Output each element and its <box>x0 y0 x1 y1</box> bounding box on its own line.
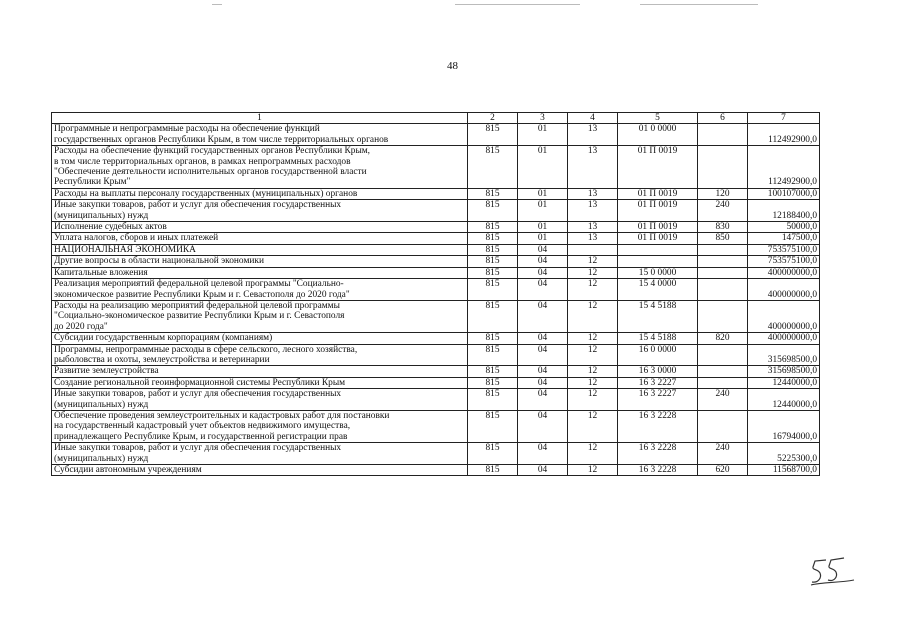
expense-type-cell <box>698 377 748 388</box>
target-article-cell <box>618 256 698 267</box>
subsection-code-cell <box>568 244 618 255</box>
target-article-cell: 16 3 2227 <box>618 389 698 411</box>
amount-cell: 50000,0 <box>748 222 820 233</box>
table-row <box>52 333 820 344</box>
amount-cell: 11568700,0 <box>748 465 820 476</box>
expense-type-cell: 240 <box>698 200 748 222</box>
column-header-1: 1 <box>52 113 468 124</box>
grbs-code-cell: 815 <box>468 410 518 442</box>
table-row <box>52 300 820 332</box>
amount-cell: 400000000,0 <box>748 279 820 301</box>
grbs-code-cell: 815 <box>468 267 518 278</box>
grbs-code-cell: 815 <box>468 244 518 255</box>
target-article-cell: 16 0 0000 <box>618 344 698 366</box>
row-name-cell: Уплата налогов, сборов и иных платежей <box>52 233 468 244</box>
target-article-cell: 01 П 0019 <box>618 200 698 222</box>
table-row <box>52 366 820 377</box>
target-article-cell: 16 3 2228 <box>618 465 698 476</box>
grbs-code-cell: 815 <box>468 377 518 388</box>
target-article-cell: 15 4 0000 <box>618 279 698 301</box>
grbs-code-cell: 815 <box>468 222 518 233</box>
subsection-code-cell: 13 <box>568 188 618 199</box>
section-code-cell: 01 <box>518 200 568 222</box>
target-article-cell: 01 0 0000 <box>618 124 698 146</box>
expense-type-cell <box>698 267 748 278</box>
target-article-cell: 15 4 5188 <box>618 333 698 344</box>
table-row <box>52 389 820 411</box>
subsection-code-cell: 12 <box>568 267 618 278</box>
table-row <box>52 146 820 189</box>
expense-type-cell: 620 <box>698 465 748 476</box>
budget-table <box>51 112 820 476</box>
table-row <box>52 377 820 388</box>
grbs-code-cell: 815 <box>468 256 518 267</box>
expense-type-cell <box>698 124 748 146</box>
table-row <box>52 410 820 442</box>
subsection-code-cell: 12 <box>568 377 618 388</box>
target-article-cell: 01 П 0019 <box>618 188 698 199</box>
target-article-cell: 16 3 2227 <box>618 377 698 388</box>
subsection-code-cell: 13 <box>568 146 618 189</box>
target-article-cell: 15 0 0000 <box>618 267 698 278</box>
row-name-cell: Расходы на обеспечение функций государственных органов Республики Крым, в том числе территориальных органов, в рамках непрограммных расходов "Обеспечение деятельности исполнительных органов государственной власти Республики Крым" <box>52 146 468 189</box>
section-code-cell: 01 <box>518 188 568 199</box>
subsection-code-cell: 12 <box>568 410 618 442</box>
subsection-code-cell: 12 <box>568 389 618 411</box>
grbs-code-cell: 815 <box>468 389 518 411</box>
amount-cell: 12188400,0 <box>748 200 820 222</box>
table-row <box>52 222 820 233</box>
amount-cell: 12440000,0 <box>748 389 820 411</box>
column-header-5: 5 <box>618 113 698 124</box>
amount-cell: 16794000,0 <box>748 410 820 442</box>
grbs-code-cell: 815 <box>468 200 518 222</box>
section-code-cell: 04 <box>518 333 568 344</box>
amount-cell: 5225300,0 <box>748 443 820 465</box>
table-row <box>52 267 820 278</box>
row-name-cell: Реализация мероприятий федеральной целевой программы "Социально- экономическое развитие Республики Крым и г. Севастополя до 2020 года" <box>52 279 468 301</box>
section-code-cell: 04 <box>518 389 568 411</box>
subsection-code-cell: 12 <box>568 333 618 344</box>
grbs-code-cell: 815 <box>468 124 518 146</box>
target-article-cell: 16 3 2228 <box>618 443 698 465</box>
amount-cell: 315698500,0 <box>748 344 820 366</box>
target-article-cell: 01 П 0019 <box>618 222 698 233</box>
row-name-cell: Программные и непрограммные расходы на обеспечение функций государственных органов Республики Крым, в том числе территориальных органов <box>52 124 468 146</box>
amount-cell: 753575100,0 <box>748 256 820 267</box>
section-code-cell: 04 <box>518 267 568 278</box>
table-row <box>52 465 820 476</box>
row-name-cell: Обеспечение проведения землеустроительных и кадастровых работ для постановки на государственный кадастровый учет объектов недвижимого имущества, принадлежащего Республике Крым, и государственной регистрации прав <box>52 410 468 442</box>
section-code-cell: 04 <box>518 465 568 476</box>
subsection-code-cell: 12 <box>568 256 618 267</box>
target-article-cell <box>618 244 698 255</box>
expense-type-cell: 240 <box>698 389 748 411</box>
amount-cell: 753575100,0 <box>748 244 820 255</box>
amount-cell: 112492900,0 <box>748 124 820 146</box>
row-name-cell: Другие вопросы в области национальной экономики <box>52 256 468 267</box>
subsection-code-cell: 13 <box>568 200 618 222</box>
section-code-cell: 04 <box>518 244 568 255</box>
grbs-code-cell: 815 <box>468 279 518 301</box>
amount-cell: 400000000,0 <box>748 267 820 278</box>
grbs-code-cell: 815 <box>468 344 518 366</box>
table-row <box>52 279 820 301</box>
expense-type-cell <box>698 410 748 442</box>
page-number: 48 <box>447 60 458 72</box>
section-code-cell: 04 <box>518 410 568 442</box>
expense-type-cell: 830 <box>698 222 748 233</box>
section-code-cell: 01 <box>518 146 568 189</box>
grbs-code-cell: 815 <box>468 300 518 332</box>
subsection-code-cell: 12 <box>568 279 618 301</box>
column-header-2: 2 <box>468 113 518 124</box>
section-code-cell: 01 <box>518 233 568 244</box>
grbs-code-cell: 815 <box>468 188 518 199</box>
expense-type-cell <box>698 256 748 267</box>
table-row <box>52 200 820 222</box>
target-article-cell: 01 П 0019 <box>618 146 698 189</box>
row-name-cell: Расходы на выплаты персоналу государственных (муниципальных) органов <box>52 188 468 199</box>
table-row <box>52 233 820 244</box>
table-row <box>52 188 820 199</box>
target-article-cell: 16 3 0000 <box>618 366 698 377</box>
expense-type-cell: 850 <box>698 233 748 244</box>
row-name-cell: Капитальные вложения <box>52 267 468 278</box>
section-code-cell: 04 <box>518 377 568 388</box>
expense-type-cell: 120 <box>698 188 748 199</box>
section-code-cell: 04 <box>518 344 568 366</box>
column-header-4: 4 <box>568 113 618 124</box>
subsection-code-cell: 12 <box>568 344 618 366</box>
subsection-code-cell: 12 <box>568 366 618 377</box>
amount-cell: 400000000,0 <box>748 333 820 344</box>
expense-type-cell: 820 <box>698 333 748 344</box>
subsection-code-cell: 12 <box>568 465 618 476</box>
subsection-code-cell: 12 <box>568 443 618 465</box>
row-name-cell: Иные закупки товаров, работ и услуг для обеспечения государственных (муниципальных) нужд <box>52 200 468 222</box>
expense-type-cell <box>698 244 748 255</box>
grbs-code-cell: 815 <box>468 443 518 465</box>
section-code-cell: 01 <box>518 124 568 146</box>
row-name-cell: Иные закупки товаров, работ и услуг для обеспечения государственных (муниципальных) нужд <box>52 443 468 465</box>
column-header-6: 6 <box>698 113 748 124</box>
scan-artifact-line <box>212 4 222 5</box>
grbs-code-cell: 815 <box>468 333 518 344</box>
table-row <box>52 244 820 255</box>
amount-cell: 147500,0 <box>748 233 820 244</box>
row-name-cell: Субсидии автономным учреждениям <box>52 465 468 476</box>
row-name-cell: Иные закупки товаров, работ и услуг для обеспечения государственных (муниципальных) нужд <box>52 389 468 411</box>
row-name-cell: Развитие землеустройства <box>52 366 468 377</box>
target-article-cell: 15 4 5188 <box>618 300 698 332</box>
column-header-3: 3 <box>518 113 568 124</box>
expense-type-cell <box>698 366 748 377</box>
subsection-code-cell: 13 <box>568 222 618 233</box>
expense-type-cell <box>698 300 748 332</box>
expense-type-cell <box>698 279 748 301</box>
row-name-cell: Субсидии государственным корпорациям (компаниям) <box>52 333 468 344</box>
table-row <box>52 344 820 366</box>
handwritten-mark-icon <box>808 556 858 586</box>
column-header-7: 7 <box>748 113 820 124</box>
row-name-cell: НАЦИОНАЛЬНАЯ ЭКОНОМИКА <box>52 244 468 255</box>
amount-cell: 12440000,0 <box>748 377 820 388</box>
row-name-cell: Программы, непрограммные расходы в сфере сельского, лесного хозяйства, рыболовства и охоты, землеустройства и ветеринарии <box>52 344 468 366</box>
section-code-cell: 04 <box>518 300 568 332</box>
scan-artifact-line <box>640 4 758 5</box>
expense-type-cell <box>698 146 748 189</box>
section-code-cell: 04 <box>518 256 568 267</box>
section-code-cell: 04 <box>518 279 568 301</box>
grbs-code-cell: 815 <box>468 465 518 476</box>
grbs-code-cell: 815 <box>468 233 518 244</box>
section-code-cell: 01 <box>518 222 568 233</box>
row-name-cell: Расходы на реализацию мероприятий федеральной целевой программы "Социально-экономическое развитие Республики Крым и г. Севастополя до 2020 года" <box>52 300 468 332</box>
section-code-cell: 04 <box>518 443 568 465</box>
table-row <box>52 124 820 146</box>
grbs-code-cell: 815 <box>468 146 518 189</box>
handwritten-page-mark <box>808 556 858 591</box>
expense-type-cell <box>698 344 748 366</box>
amount-cell: 112492900,0 <box>748 146 820 189</box>
subsection-code-cell: 13 <box>568 233 618 244</box>
target-article-cell: 01 П 0019 <box>618 233 698 244</box>
expense-type-cell: 240 <box>698 443 748 465</box>
grbs-code-cell: 815 <box>468 366 518 377</box>
amount-cell: 100107000,0 <box>748 188 820 199</box>
subsection-code-cell: 13 <box>568 124 618 146</box>
table-header-row <box>52 113 820 124</box>
scan-artifact-line <box>455 4 580 5</box>
row-name-cell: Исполнение судебных актов <box>52 222 468 233</box>
target-article-cell: 16 3 2228 <box>618 410 698 442</box>
table-row <box>52 443 820 465</box>
table-row <box>52 256 820 267</box>
section-code-cell: 04 <box>518 366 568 377</box>
amount-cell: 315698500,0 <box>748 366 820 377</box>
amount-cell: 400000000,0 <box>748 300 820 332</box>
row-name-cell: Создание региональной геоинформационной системы Республики Крым <box>52 377 468 388</box>
subsection-code-cell: 12 <box>568 300 618 332</box>
